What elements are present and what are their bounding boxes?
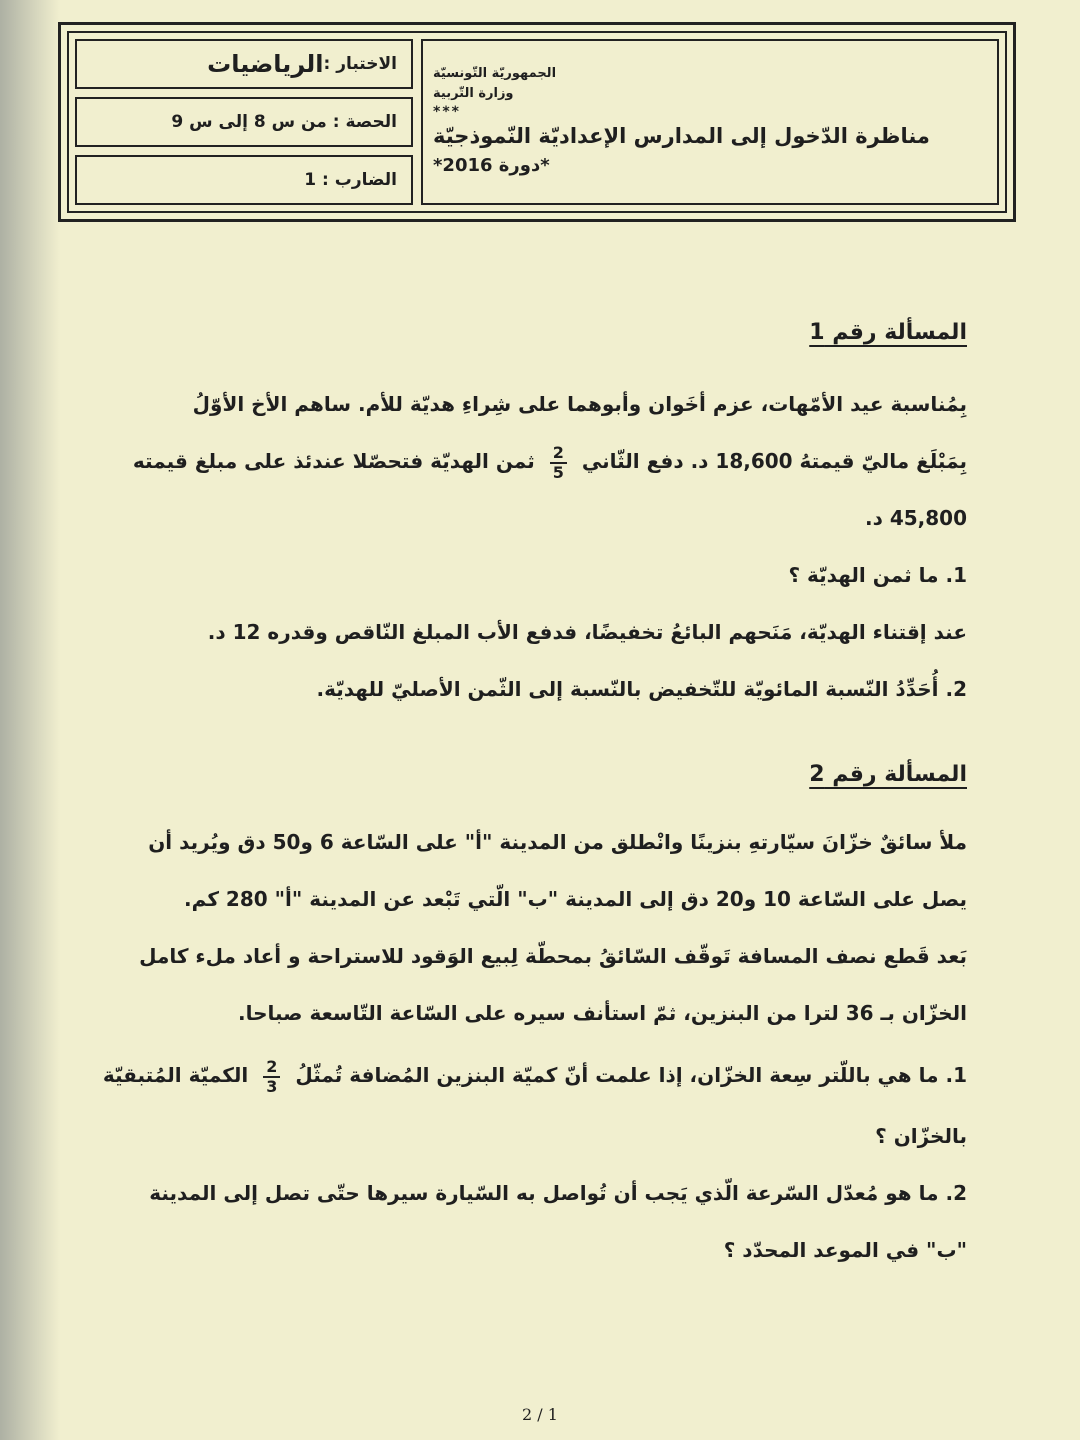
problem-1-line-4: عند إقتناء الهديّة، مَنَحهم البائعُ تخفيضًا، فدفع الأب المبلغ النّاقص وقدره 12 د.	[207, 620, 967, 644]
fraction-two-fifths	[550, 444, 567, 482]
header-info-column	[75, 39, 413, 205]
problem-2-question-1	[92, 1042, 967, 1108]
fraction-two-thirds	[263, 1058, 280, 1096]
problem-2-question-1a: 1. ما هي باللّتر سِعة الخزّان، إذا علمت أنّ كميّة البنزين المُضافة تُمثّلُ	[295, 1063, 967, 1087]
exam-session: *دورة 2016*	[433, 155, 550, 176]
subject-cell	[75, 39, 413, 89]
problem-2-title: المسألة رقم 2	[809, 762, 967, 787]
fraction-denominator: 5	[552, 462, 564, 482]
problem-2-line-4: الخزّان بـ 36 لترا من البنزين، ثمّ استأنف سيره على السّاعة التّاسعة صباحا.	[237, 1001, 967, 1025]
problem-1-line-2a: بِمَبْلَغ ماليّ قيمتهُ 18,600 د. دفع الثّاني	[581, 449, 967, 473]
fraction-numerator: 2	[550, 444, 567, 464]
ministry-label: وزارة التّربية	[433, 86, 514, 101]
problem-1-title: المسألة رقم 1	[809, 320, 967, 345]
problem-2-question-2a: 2. ما هو مُعدّل السّرعة الّذي يَجب أن تُواصل به السّيارة سيرها حتّى تصل إلى المدينة	[149, 1181, 967, 1205]
problem-1-question-2: 2. أُحَدِّدُ النّسبة المائويّة للتّخفيض بالنّسبة إلى الثّمن الأصليّ للهديّة.	[316, 677, 967, 701]
exam-title: مناظرة الدّخول إلى المدارس الإعداديّة النّموذجيّة	[433, 124, 930, 148]
header-inner-frame	[67, 31, 1007, 213]
exam-header	[58, 22, 1016, 222]
header-institution-box	[421, 39, 999, 205]
subject-value: الرياضيات	[207, 50, 324, 78]
problem-2-question-1c: بالخزّان ؟	[875, 1124, 967, 1148]
republic-label: الجمهوريّة التّونسيّة	[433, 66, 557, 81]
subject-label: الاختبار :	[323, 54, 397, 74]
problem-1-question-1: 1. ما ثمن الهديّة ؟	[788, 563, 967, 587]
time-cell	[75, 97, 413, 147]
fraction-numerator: 2	[263, 1058, 280, 1078]
problem-1-line-2b: ثمن الهديّة فتحصّلا عندئذ على مبلغ قيمته	[132, 449, 535, 473]
exam-coefficient: الضارب : 1	[304, 170, 397, 190]
problem-2-line-1: ملأ سائقٌ خزّانَ سيّارتهِ بنزينًا وانْطلق من المدينة "أ" على السّاعة 6 و50 دق ويُريد أن	[148, 830, 967, 854]
problem-2-question-1b: الكميّة المُتبقيّة	[102, 1063, 249, 1087]
problem-2	[92, 762, 967, 1279]
header-stars: ***	[433, 104, 461, 120]
problem-2-line-2: يصل على السّاعة 10 و20 دق إلى المدينة "ب" الّتي تَبْعد عن المدينة "أ" 280 كم.	[184, 887, 967, 911]
problem-1	[92, 320, 967, 718]
page-number: 2 / 1	[522, 1405, 558, 1424]
exam-time: الحصة : من س 8 إلى س 9	[171, 112, 397, 132]
problem-2-question-2b: "ب" في الموعد المحدّد ؟	[723, 1238, 967, 1262]
problem-1-line-2	[92, 433, 967, 490]
coefficient-cell	[75, 155, 413, 205]
problem-1-line-1: بِمُناسبة عيد الأمّهات، عزم أخَوان وأبوهما على شِراءِ هديّة للأم. ساهم الأخ الأوّلُ	[192, 392, 967, 416]
problem-2-line-3: بَعد قَطع نصف المسافة تَوقّف السّائقُ بمحطّة لِبيع الوَقود للاستراحة و أعاد ملء كامل	[139, 944, 967, 968]
fraction-denominator: 3	[266, 1076, 278, 1096]
page-edge-shadow	[0, 0, 60, 1440]
problem-1-line-3: 45,800 د.	[864, 506, 967, 530]
